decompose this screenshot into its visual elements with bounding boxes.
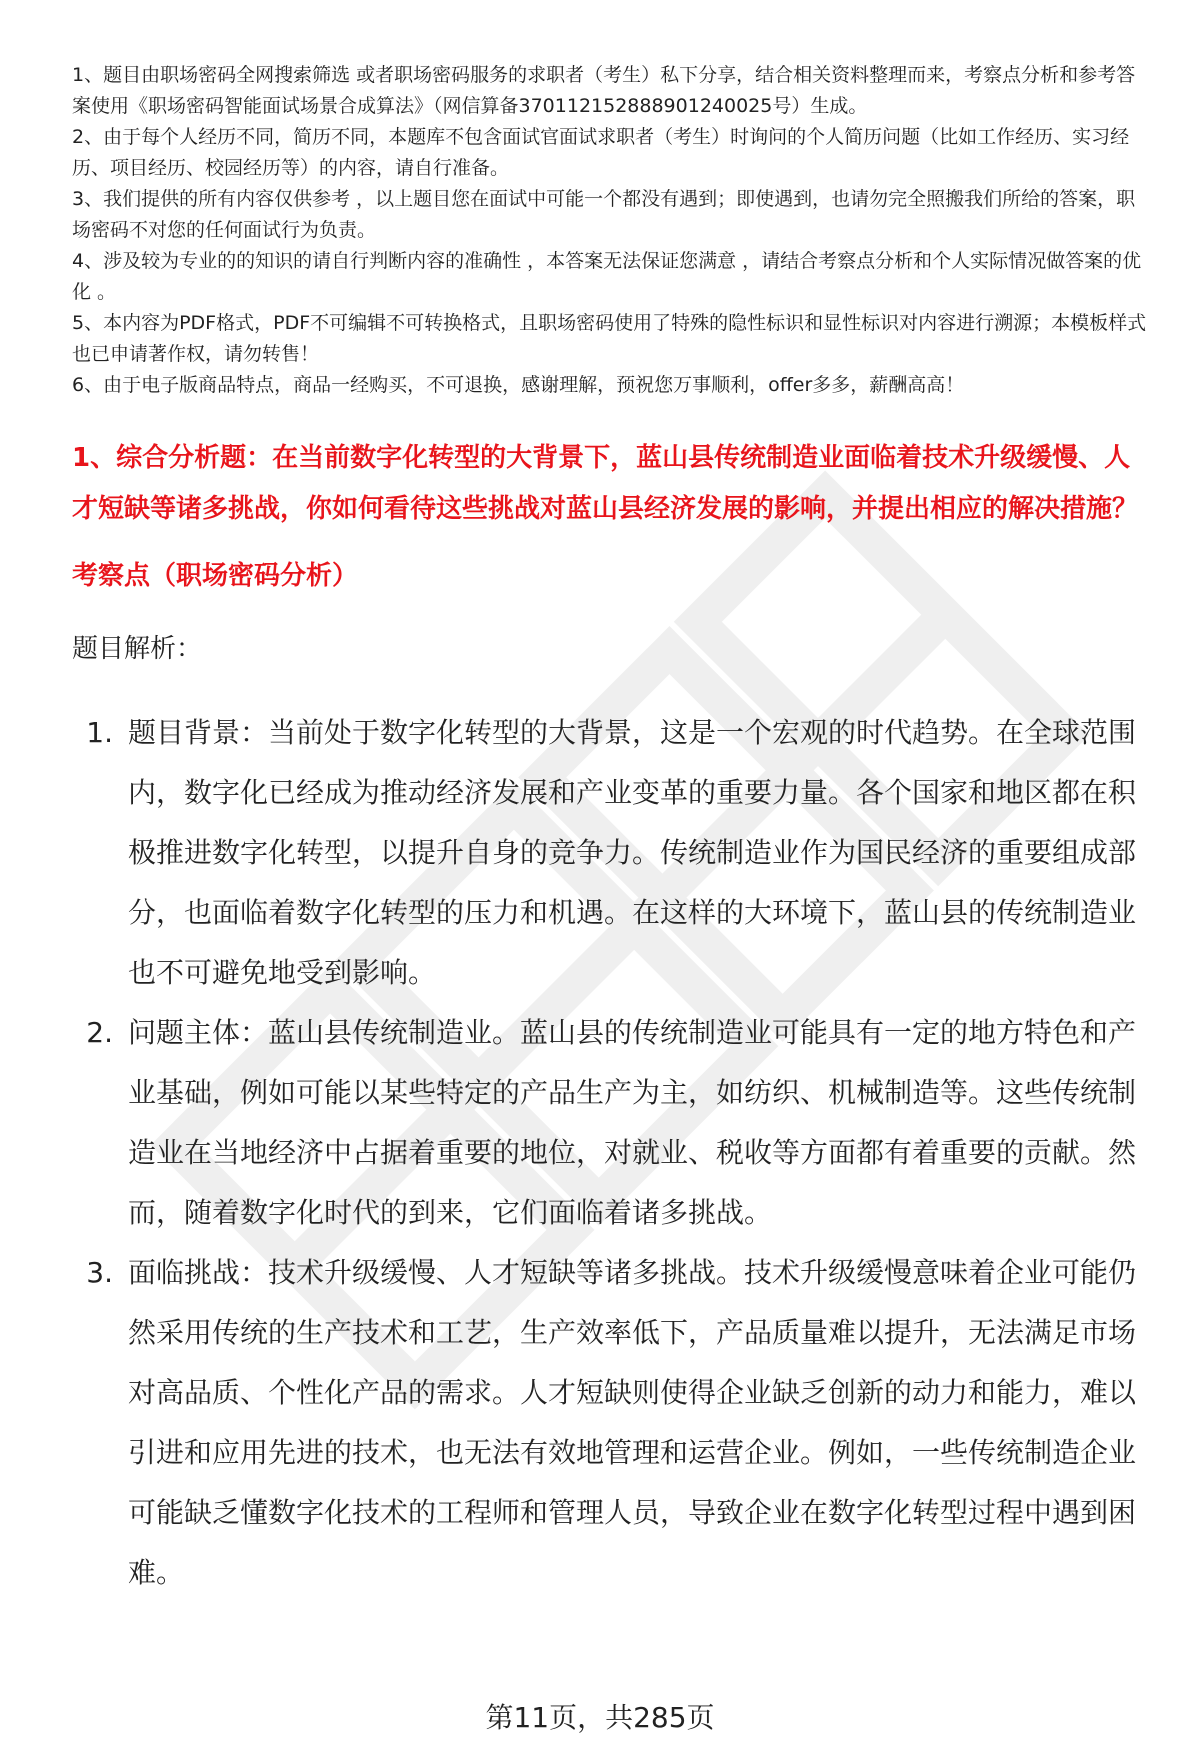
analysis-list (72, 703, 1152, 1603)
page-number: 第11页，共285页 (485, 1701, 715, 1734)
list-item-number: 2. (86, 1016, 113, 1049)
list-item (72, 1003, 1152, 1243)
list-item-text: 面临挑战：技术升级缓慢、人才短缺等诸多挑战。技术升级缓慢意味着企业可能仍然采用传统的生产技术和工艺，生产效率低下，产品质量难以提升，无法满足市场对高品质、个性化产品的需求。人才短缺则使得企业缺乏创新的动力和能力，难以引进和应用先进的技术，也无法有效地管理和运营企业。例如，一些传统制造企业可能缺乏懂数字化技术的工程师和管理人员，导致企业在数字化转型过程中遇到困难。 (128, 1256, 1137, 1589)
list-item-number: 1. (86, 716, 113, 749)
list-item-text: 题目背景：当前处于数字化转型的大背景，这是一个宏观的时代趋势。在全球范围内，数字化已经成为推动经济发展和产业变革的重要力量。各个国家和地区都在积极推进数字化转型，以提升自身的竞争力。传统制造业作为国民经济的重要组成部分，也面临着数字化转型的压力和机遇。在这样的大环境下，蓝山县的传统制造业也不可避免地受到影响。 (128, 716, 1137, 989)
notice-item: 4、涉及较为专业的的知识的请自行判断内容的准确性 ，本答案无法保证您满意 ，请结合考察点分析和个人实际情况做答案的优化 。 (72, 250, 1142, 303)
list-item-number: 3. (86, 1256, 113, 1289)
notice-item: 6、由于电子版商品特点，商品一经购买，不可退换，感谢理解，预祝您万事顺利，offer多多，薪酬高高！ (72, 374, 965, 396)
analysis-label: 题目解析： (72, 634, 203, 664)
notice-item: 3、我们提供的所有内容仅供参考 ，以上题目您在面试中可能一个都没有遇到；即使遇到，也请勿完全照搬我们所给的答案，职场密码不对您的任何面试行为负责。 (72, 188, 1136, 241)
question-heading: 1、综合分析题：在当前数字化转型的大背景下，蓝山县传统制造业面临着技术升级缓慢、人才短缺等诸多挑战，你如何看待这些挑战对蓝山县经济发展的影响，并提出相应的解决措施？ (72, 443, 1139, 524)
list-item (72, 1243, 1152, 1603)
notice-item: 1、题目由职场密码全网搜索筛选 或者职场密码服务的求职者（考生）私下分享，结合相关资料整理而来，考察点分析和参考答案使用《职场密码智能面试场景合成算法》（网信算备370112152888901240025号）生成。 (72, 64, 1136, 117)
list-item-text: 问题主体：蓝山县传统制造业。蓝山县的传统制造业可能具有一定的地方特色和产业基础，例如可能以某些特定的产品生产为主，如纺织、机械制造等。这些传统制造业在当地经济中占据着重要的地位，对就业、税收等方面都有着重要的贡献。然而，随着数字化时代的到来，它们面临着诸多挑战。 (128, 1016, 1137, 1229)
document-page (72, 60, 1152, 1603)
section-title: 考察点（职场密码分析） (72, 561, 359, 591)
list-item (72, 703, 1152, 1003)
notice-block (72, 60, 1152, 401)
notice-item: 5、本内容为PDF格式，PDF不可编辑不可转换格式，且职场密码使用了特殊的隐性标识和显性标识对内容进行溯源；本模板样式也已申请著作权，请勿转售！ (72, 312, 1147, 365)
notice-item: 2、由于每个人经历不同，简历不同，本题库不包含面试官面试求职者（考生）时询问的个人简历问题（比如工作经历、实习经历、项目经历、校园经历等）的内容，请自行准备。 (72, 126, 1130, 179)
